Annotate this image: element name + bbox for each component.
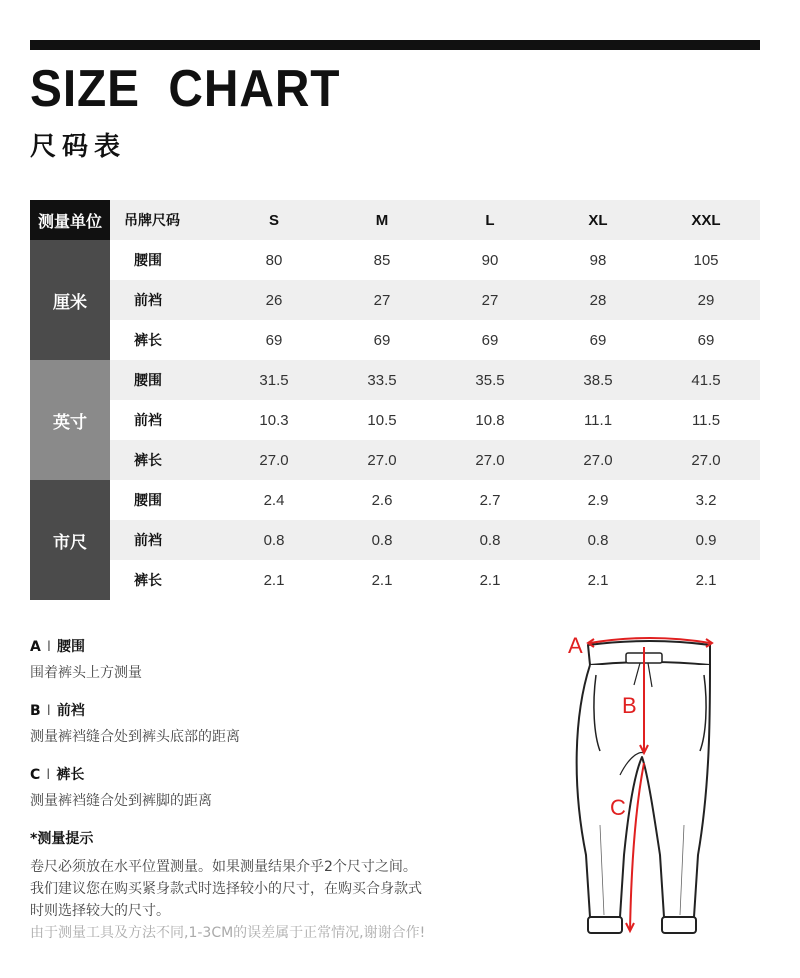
table-cell: 2.9 [587,491,609,509]
unit-label: 厘米 [30,240,110,360]
table-cell: 2.1 [479,571,501,589]
size-header: S [268,211,279,229]
table-cell: 26 [265,291,283,309]
left-cuff [588,917,622,933]
table-cell: 90 [481,251,499,269]
label-a: A [568,633,583,658]
table-cell: 85 [373,251,391,269]
tag-size-header: 吊牌尺码 [124,212,180,228]
table-row [30,400,760,440]
page-title: SIZE CHART [30,60,341,118]
measure-name: 裤长 [134,572,162,588]
table-cell: 69 [697,331,715,349]
size-table [30,200,760,600]
table-cell: 69 [265,331,283,349]
table-cell: 10.8 [475,411,505,429]
table-cell: 80 [265,251,283,269]
table-cell: 27.0 [367,451,397,469]
table-header-row [30,200,760,240]
note-name: 裤长 [56,767,85,783]
table-cell: 2.1 [371,571,393,589]
table-cell: 27 [373,291,391,309]
table-cell: 27.0 [475,451,505,469]
table-cell: 0.8 [371,531,393,549]
measurement-notes [30,636,490,944]
table-row [30,480,760,520]
measure-name: 前裆 [134,292,162,308]
measure-name: 前裆 [134,412,162,428]
note-separator: I [46,767,51,783]
tip-disclaimer: 由于测量工具及方法不同,1-3CM的误差属于正常情况,谢谢合作! [30,925,426,941]
table-cell: 27.0 [259,451,289,469]
page-subtitle: 尺码表 [30,132,127,162]
table-cell: 69 [481,331,499,349]
table-row [30,560,760,600]
table-cell: 11.5 [691,411,721,429]
table-cell: 69 [373,331,391,349]
table-cell: 3.2 [695,491,717,509]
table-cell: 10.5 [367,411,397,429]
table-cell: 2.1 [695,571,717,589]
note-description: 测量裤裆缝合处到裤脚的距离 [30,793,212,809]
measure-name: 腰围 [134,372,162,388]
table-cell: 27.0 [691,451,721,469]
table-cell: 11.1 [583,411,613,429]
label-b: B [622,693,637,718]
table-cell: 27.0 [583,451,613,469]
tip-line: 我们建议您在购买紧身款式时选择较小的尺寸，在购买合身款式 [30,881,422,897]
note-description: 测量裤裆缝合处到裤头底部的距离 [30,729,240,745]
table-cell: 2.7 [479,491,501,509]
table-cell: 38.5 [583,371,613,389]
table-cell: 69 [589,331,607,349]
note-name: 前裆 [56,703,85,719]
table-row [30,240,760,280]
measure-name: 裤长 [134,452,162,468]
size-header: M [375,211,389,229]
table-cell: 2.1 [587,571,609,589]
note-name: 腰围 [56,639,85,655]
note-waist [30,636,490,682]
note-front-rise [30,700,490,746]
table-row [30,280,760,320]
note-letter: A [30,639,41,655]
table-cell: 27 [481,291,499,309]
pants-diagram [560,625,760,945]
right-cuff [662,917,696,933]
table-row [30,440,760,480]
table-row [30,520,760,560]
table-cell: 0.8 [263,531,285,549]
note-letter: C [30,767,41,783]
table-cell: 28 [589,291,607,309]
table-cell: 33.5 [367,371,397,389]
size-header: XL [588,211,608,229]
table-cell: 0.9 [695,531,717,549]
measure-name: 腰围 [134,492,162,508]
table-row [30,320,760,360]
table-cell: 0.8 [587,531,609,549]
size-header: XXL [691,211,721,229]
note-separator: I [46,639,51,655]
note-length [30,764,490,810]
table-cell: 35.5 [475,371,505,389]
table-row [30,360,760,400]
table-cell: 10.3 [259,411,289,429]
size-header: L [485,211,495,229]
unit-label: 市尺 [30,480,110,600]
label-c: C [610,795,626,820]
measure-name: 腰围 [134,252,162,268]
unit-label: 英寸 [30,360,110,480]
table-cell: 29 [697,291,715,309]
tip-line: 时则选择较大的尺寸。 [30,903,170,919]
measure-name: 前裆 [134,532,162,548]
measure-name: 裤长 [134,332,162,348]
table-cell: 98 [589,251,607,269]
top-rule [30,40,760,50]
table-cell: 0.8 [479,531,501,549]
table-cell: 2.4 [263,491,285,509]
table-cell: 31.5 [259,371,289,389]
note-description: 围着裤头上方测量 [30,665,142,681]
table-cell: 41.5 [691,371,721,389]
unit-header: 测量单位 [30,200,110,240]
tips-heading: *测量提示 [30,831,94,847]
table-cell: 2.6 [371,491,393,509]
table-cell: 2.1 [263,571,285,589]
table-cell: 105 [693,251,719,269]
note-letter: B [30,703,41,719]
note-separator: I [46,703,51,719]
tip-line: 卷尺必须放在水平位置测量。如果测量结果介乎2个尺寸之间。 [30,859,417,875]
